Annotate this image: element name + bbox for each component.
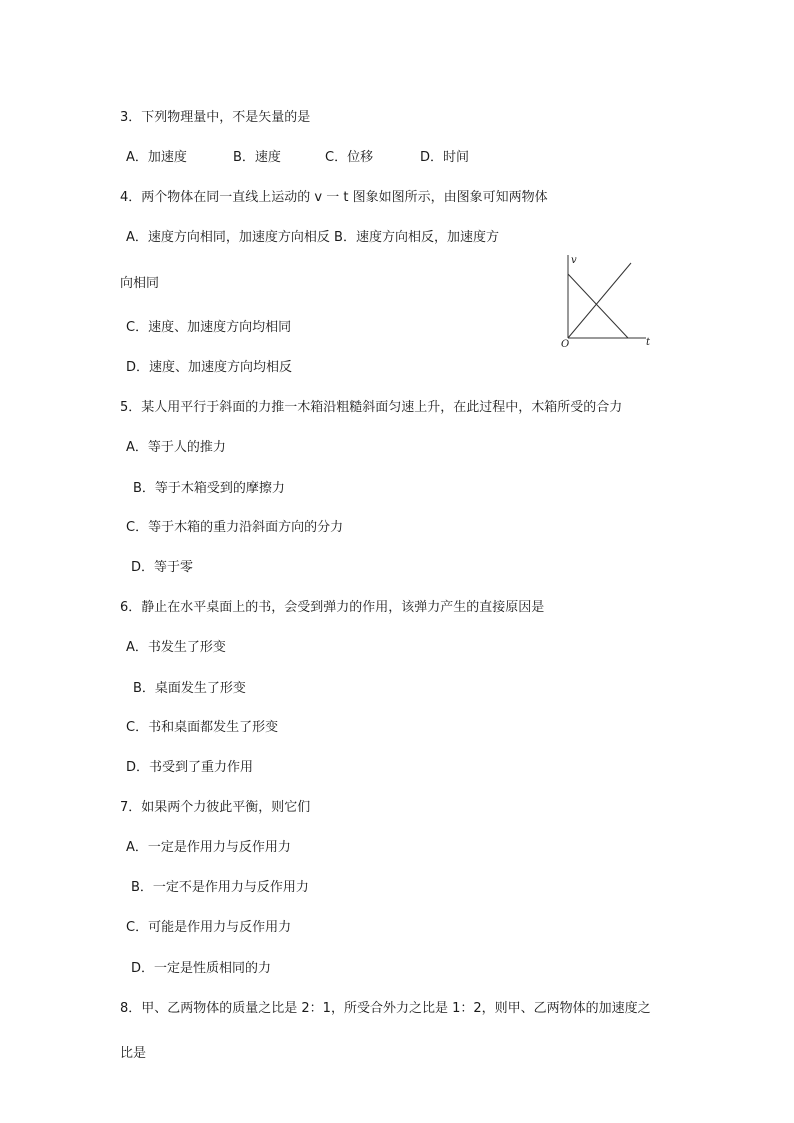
question-7-option-b: B．一定不是作用力与反作用力: [131, 880, 309, 895]
question-3-option-c: C．位移: [325, 150, 374, 165]
question-8-stem-continued: 比是: [120, 1046, 147, 1061]
vt-graph-falling-line: [568, 274, 628, 338]
question-8-stem: 8．甲、乙两物体的质量之比是 2：1，所受合外力之比是 1：2，则甲、乙两物体的加速度之: [120, 1001, 651, 1016]
question-4-options-a-b: A．速度方向相同，加速度方向相反 B．速度方向相反，加速度方: [126, 230, 499, 245]
vt-graph: [560, 250, 655, 350]
question-7-stem: 7．如果两个力彼此平衡，则它们: [120, 800, 311, 815]
question-4-option-d: D．速度、加速度方向均相反: [126, 360, 293, 375]
question-5-option-c: C．等于木箱的重力沿斜面方向的分力: [126, 520, 344, 535]
question-6-option-c: C．书和桌面都发生了形变: [126, 720, 279, 735]
vt-graph-t-label: t: [646, 337, 651, 348]
question-7-option-a: A．一定是作用力与反作用力: [126, 840, 291, 855]
question-3-option-a: A．加速度: [126, 150, 187, 165]
question-3-option-d: D．时间: [420, 150, 470, 165]
question-5-stem: 5．某人用平行于斜面的力推一木箱沿粗糙斜面匀速上升，在此过程中，木箱所受的合力: [120, 400, 623, 415]
question-4-option-c: C．速度、加速度方向均相同: [126, 320, 292, 335]
question-5-option-d: D．等于零: [131, 560, 194, 575]
question-6-option-a: A．书发生了形变: [126, 640, 226, 655]
question-5-option-b: B．等于木箱受到的摩擦力: [133, 481, 285, 496]
question-7-option-d: D．一定是性质相同的力: [131, 961, 272, 976]
question-4-stem: 4．两个物体在同一直线上运动的 v 一 t 图象如图所示，由图象可知两物体: [120, 190, 548, 205]
question-4-option-b-continued: 向相同: [120, 276, 160, 291]
question-6-stem: 6．静止在水平桌面上的书，会受到弹力的作用，该弹力产生的直接原因是: [120, 600, 545, 615]
question-3-option-b: B．速度: [233, 150, 281, 165]
question-5-option-a: A．等于人的推力: [126, 440, 226, 455]
question-6-option-d: D．书受到了重力作用: [126, 760, 254, 775]
vt-graph-v-label: v: [571, 255, 577, 266]
question-3-stem: 3．下列物理量中，不是矢量的是: [120, 110, 311, 125]
vt-graph-origin-label: O: [561, 339, 570, 350]
question-7-option-c: C．可能是作用力与反作用力: [126, 920, 292, 935]
question-6-option-b: B．桌面发生了形变: [133, 681, 246, 696]
vt-graph-rising-line: [568, 263, 631, 338]
